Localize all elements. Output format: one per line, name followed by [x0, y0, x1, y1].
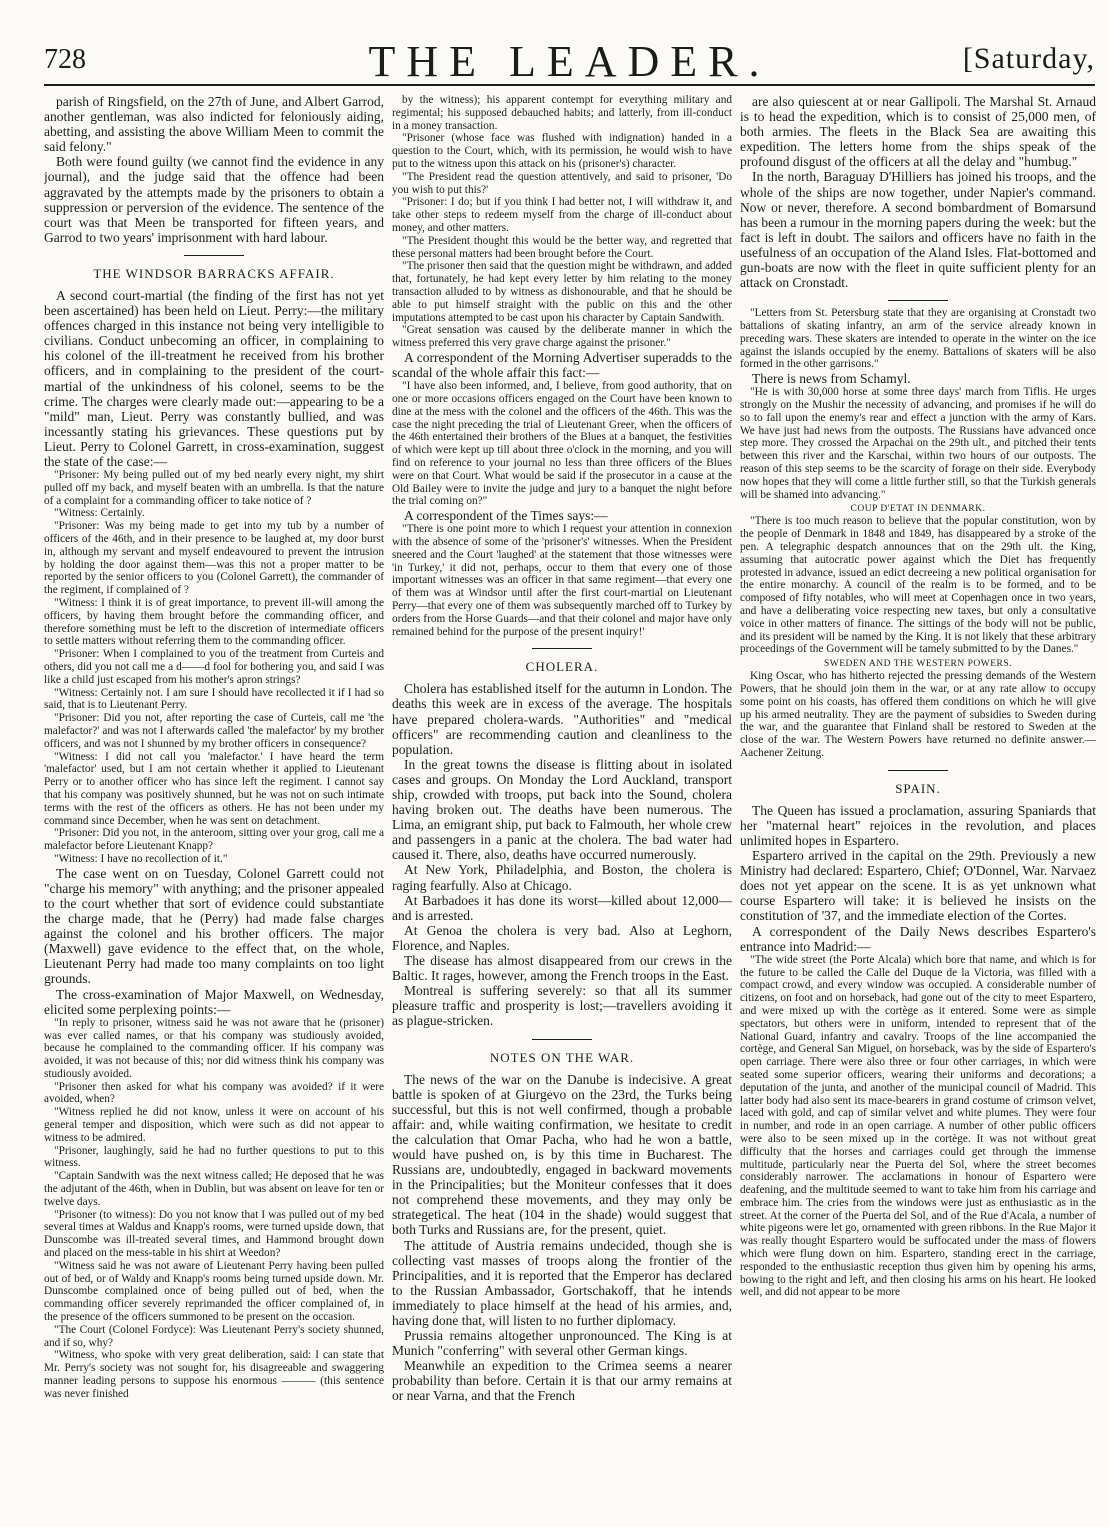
page-header — [44, 14, 1095, 86]
quoted-passage: "There is one point more to which I request your attention in connexion with the absence of some of the 'prisoner's' witnesses. When the President sneered and the Court 'laughed' at the statement that those witnesses were 'in Turkey,' it did not, perhaps, occur to them that every one of those important witnesses was an officer in that same regiment—that every one of them was at Windsor until after the first court-martial on Lieutenant Perry—that every one of them was subsequently marched off to Turkey by orders from the Horse Guards—and that their colonel and major have only remained behind for the purpose of the present inquiry!' — [392, 523, 732, 638]
paragraph: There is news from Schamyl. — [752, 371, 911, 387]
testimony-line: "Prisoner: Did you not, in the anteroom, sitting over your grog, call me a malefactor before Lieutenant Knapp? — [44, 827, 384, 853]
paragraph: The news of the war on the Danube is indecisive. A great battle is spoken of at Giurgevo on the 23rd, the Turks being successful, but this is not well confirmed, though a probable affair: and, while waiting confirmation, we hesitate to credit the calculation that Omar Pacha, who had he won a battle, would have pushed on, is by this time in Bucharest. The Russians are, undoubtedly, engaged in backward movements in the Principalities; but the Moniteur confesses that it does not comprehend these movements, and they may only be strategetical. The heat (104 in the shade) would suggest that both Turks and Russians are, for the present, quiet. — [392, 1071, 732, 1238]
page-number: 728 — [44, 44, 86, 75]
subheading-coup-detat: COUP D'ETAT IN DENMARK. — [850, 504, 986, 515]
quoted-passage: "He is with 30,000 horse at some three days' march from Tiflis. He urges strongly on the Mushir the necessity of advancing, and promises if he will do so to fall upon the enemy's rear and effect a junction with the army of Kars. We have just had news from the outposts. The Russians have advanced once step more. They crossed the Arpachai on the 29th ult., and pitched their tents between this river and the Karschai, within two hours of our outposts. The reason of this step seems to be the scarcity of forage on their side. Everybody now hopes that they will come a little further still, so that the Turkish generals will be shamed into advancing." — [740, 386, 1096, 501]
testimony-line: "Captain Sandwith was the next witness called; He deposed that he was the adjutant of the 46th, when in Dublin, but was absent on leave for ten or twelve days. — [44, 1170, 384, 1208]
testimony-line: "Prisoner: When I complained to you of the treatment from Curteis and others, did you not call me a d——d fool for bothering you, and said I was like a child just escaped from his mother's apron strings? — [44, 648, 384, 686]
column-2 — [392, 94, 732, 1524]
paragraph: At New York, Philadelphia, and Boston, the cholera is raging fearfully. Also at Chicago. — [392, 862, 732, 893]
paragraph: The cross-examination of Major Maxwell, on Wednesday, elicited some perplexing points:— — [44, 986, 384, 1017]
testimony-line: "The President thought this would be the better way, and regretted that these personal matters had been brought before the Court. — [392, 234, 732, 260]
quoted-passage: King Oscar, who has hitherto rejected the pressing demands of the Western Powers, that he should join them in the war, or at any rate allow to occupy some point on his coasts, has offered them conditions on which he will give up his armed neutrality. They are the payment of subsidies to Sweden during the war, and the guarantee that Finland shall be restored to Sweden at the close of the war. The Western Powers have returned no definite answer.—Aachener Zeitung. — [740, 670, 1096, 760]
testimony-line: "Prisoner: I do; but if you think I had better not, I will withdraw it, and take other steps to redeem myself from the charge of ill-conduct about money, and other matters. — [392, 196, 732, 234]
paragraph: are also quiescent at or near Gallipoli. The Marshal St. Arnaud is to head the expedition, which is to consist of 25,000 men, of both armies. The fleets in the Black Sea are awaiting this expedition. The letters home from the ships speak of the profound disgust of the officers at all the delay and "humbug." — [740, 94, 1096, 170]
paragraph: A correspondent of the Times says:— — [404, 508, 608, 524]
testimony-line: "Great sensation was caused by the deliberate manner in which the witness preferred this very grave charge against the prisoner." — [392, 324, 732, 350]
paragraph: The case went on on Tuesday, Colonel Garrett could not "charge his memory" with anything; and the prisoner appealed to the court whether that sort of evidence could substantiate the charge made, that he (Perry) had made false charges against the colonel and his brother officers. The major (Maxwell) gave evidence to the effect that, on the whole, Lieutenant Perry had made too many complaints on too light grounds. — [44, 865, 384, 987]
testimony-line: "Prisoner (whose face was flushed with indignation) handed in a question to the Court, which, with its permission, he would wish to have put to the witness upon this attack on his (prisoner's) character. — [392, 132, 732, 170]
section-divider — [532, 1039, 592, 1040]
paragraph: Montreal is suffering severely: so that all its summer pleasure traffic and prosperity is lost;—travellers avoiding it as plague-stricken. — [392, 983, 732, 1029]
paragraph: In the north, Baraguay D'Hilliers has joined his troops, and the whole of the ships are now together, under Napier's command. Now or never, therefore. A second bombardment of Bomarsund has been a rumour in the morning papers during the week: but the fact is left in doubt. The sailors and officers have no faith in the usefulness of an occupation of the Aland Isles. Flat-bottomed and gun-boats are now with the fleet in quite sufficient plenty for an attack on Cronstadt. — [740, 169, 1096, 291]
paragraph: A correspondent of the Daily News describes Espartero's entrance into Madrid:— — [740, 923, 1096, 954]
section-divider — [888, 300, 948, 301]
quoted-passage: "There is too much reason to believe that the popular constitution, won by the people of Denmark in 1848 and 1849, has disappeared by a stroke of the pen. A telegraphic despatch announces that on the 29th ult. the King, assuming that autocratic power against which the Diet has frequently protested in advance, issued an edict decreeing a new political organisation for the entire monarchy. A council of the realm is to be formed, and to be composed of fifty notables, who will meet at Copenhagen once in two years, and have a deliberating voice respecting new taxes, but only a consultative voice in other matters of finance. The sittings of the body will not be public, and its president will be named by the King. It is not likely that these arbitrary proceedings of the Government will be tamely submitted to by the Danes." — [740, 515, 1096, 656]
paragraph: The disease has almost disappeared from our crews in the Baltic. It rages, however, among the French troops in the East. — [392, 953, 732, 984]
paragraph: The attitude of Austria remains undecided, though she is collecting vast masses of troops along the frontier of the Principalities, and it is reported that the Emperor has declared to the Russian Ambassador, Gortschakoff, that he intends immediately to place himself at the head of his armies, and, having done that, will listen to no further diplomacy. — [392, 1237, 732, 1329]
heading-notes-on-war: NOTES ON THE WAR. — [489, 1049, 635, 1065]
paragraph: A second court-martial (the finding of the first has not yet been ascertained) has been held on Lieut. Perry:—the military offences charged in this instance not being very intelligible to civilians. Conduct unbecoming an officer, in complaining to his colonel of the ill-treatment he received from his brother officers, and in complaining to the president of the court-martial of the unkindness of his colonel, seems to be the crime. The charges were clearly made out:—appearing to be a "mild" man, Lieut. Perry was constantly bullied, and was incessantly stating his grievances. These questions put by Lieut. Perry to Colonel Garrett, in cross-examination, suggest the state of the case:— — [44, 287, 384, 469]
testimony-line: "Witness: I think it is of great importance, to prevent ill-will among the officers, by having them brought before the commanding officer, and therefore something must be left to the discretion of intermediate officers to settle matters without referring them to the commanding officer. — [44, 597, 384, 648]
quoted-passage: "Letters from St. Petersburg state that they are organising at Cronstadt two battalions of skating infantry, an arm of the service already known in preceding wars. These skaters are intended to operate in the winter on the ice against the islands occupied by the enemy. Battalions of skaters will be also formed in the other garrisons." — [740, 307, 1096, 371]
testimony-line: "The prisoner then said that the question might be withdrawn, and added that, fortunately, he had kept every letter by him relating to the money transaction alluded to by witness as dishonourable, and that he should be able to put himself straight with the public on this and the other imputations attempted to be cast upon his character by Captain Sandwith. — [392, 260, 732, 324]
paragraph: At Genoa the cholera is very bad. Also at Leghorn, Florence, and Naples. — [392, 922, 732, 953]
testimony-line: "Prisoner: My being pulled out of my bed nearly every night, my shirt pulled off my back, and myself beaten with an umbrella. Is that the nature of a complaint for a commanding officer to take notice of ? — [44, 469, 384, 507]
testimony-line: "Witness: I did not call you 'malefactor.' I have heard the term 'malefactor' used, but I am not certain whether it applied to Lieutenant Perry or to another officer who has since left the regiment. I cannot say that his company was positively shunned, but he was not on such intimate terms with the rest of the officers as others. He has not been under my command since December, when he was sent on detachment. — [44, 750, 384, 827]
heading-cholera: CHOLERA. — [525, 659, 599, 675]
heading-spain: SPAIN. — [895, 780, 941, 796]
testimony-line: "The President read the question attentively, and said to prisoner, 'Do you wish to put this?' — [392, 170, 732, 196]
testimony-line: "In reply to prisoner, witness said he was not aware that he (prisoner) was ever called names, or that his company was studiously avoided, because he complained to the commanding officer. If his company was avoided, it was not because of this; nor did witness think his company was studiously avoided. — [44, 1016, 384, 1080]
paragraph: A correspondent of the Morning Advertiser superadds to the scandal of the whole affair this fact:— — [392, 349, 732, 381]
paragraph: The Queen has issued a proclamation, assuring Spaniards that her "maternal heart" rejoices in the revolution, and places unlimited hopes in Espartero. — [740, 802, 1096, 848]
testimony-line: "Witness replied he did not know, unless it were on account of his general temper and disposition, which were such as did not appear to witness to be admired. — [44, 1106, 384, 1144]
testimony-line: "Prisoner then asked for what his company was avoided? if it were avoided, when? — [44, 1080, 384, 1106]
testimony-line: "Witness: I have no recollection of it." — [54, 852, 228, 865]
testimony-line: "Witness, who spoke with very great deliberation, said: I can state that Mr. Perry's society was not sought for, his disagreeable and swaggering manner leading persons to suppose his enormous ——— (this sentence was never finished — [44, 1349, 384, 1400]
paragraph: Espartero arrived in the capital on the 29th. Previously a new Ministry had declared: Espartero, Chief; O'Donnel, War. Narvaez does not yet appear on the scene. It is as yet unknown what course Espartero will take: it is believed he insists on the constitution of '37, and the immediate election of the Cortes. — [740, 848, 1096, 924]
testimony-line: by the witness); his apparent contempt for everything military and regimental; his supposed debauched habits; and latterly, from ill-conduct in a money transaction. — [392, 94, 732, 132]
issue-day: [Saturday, — [962, 42, 1095, 75]
paragraph: Both were found guilty (we cannot find the evidence in any journal), and the judge said that the offence had been aggravated by the attempts made by the prisoners to obtain a suppression or perversion of the evidence. The sentence of the court was that Meen be transported for fifteen years, and Garrod to two years' imprisonment with hard labour. — [44, 154, 384, 245]
testimony-line: "Witness: Certainly not. I am sure I should have recollected it if I had so said, that is to Lieutenant Perry. — [44, 686, 384, 712]
heading-windsor: THE WINDSOR BARRACKS AFFAIR. — [93, 265, 335, 281]
column-1 — [44, 94, 384, 1524]
section-divider — [532, 648, 592, 649]
testimony-line: "Prisoner (to witness): Do you not know that I was pulled out of my bed several times at Waldus and Knapp's rooms, were turned upside down, that Dunscombe was ill-treated several times, and Hammond brought down and placed on the mess-table in his shirt at Weedon? — [44, 1208, 384, 1260]
masthead-title: THE LEADER. — [368, 37, 771, 86]
column-3 — [740, 94, 1096, 1524]
paragraph: parish of Ringsfield, on the 27th of June, and Albert Garrod, another gentleman, was also indicted for feloniously aiding, abetting, and assisting the above William Meen to commit the said felony." — [44, 94, 384, 155]
testimony-line: "Witness said he was not aware of Lieutenant Perry having been pulled out of bed, or of Waldy and Knapp's rooms being turned upside down. Mr. Dunscombe complained once of being pulled out of bed, when the commanding officer severely reprimanded the officer complained of, in the presence of the officers summoned to be present on the occasion. — [44, 1259, 384, 1324]
paragraph: Meanwhile an expedition to the Crimea seems a nearer probability than before. Certain it is that our army remains at or near Varna, and that the French — [392, 1358, 732, 1404]
quoted-passage: "I have also been informed, and, I believe, from good authority, that on one or more occasions officers engaged on the Court have been known to dine at the mess with the colonel and the officers of the 46th. This was the case the night preceding the trial of Lieutenant Greer, when the officers of the 46th entertained their brothers of the Blues at a banquet, the festivities of which were kept up till about three o'clock in the morning, and you will find on reference to your journal no less than three officers of the Blues were on that Court. What would be said if the prosecutor in a cause at the Old Bailey were to invite the judge and jury to a banquet the night before the trial coming on?" — [392, 380, 732, 508]
paragraph: Cholera has established itself for the autumn in London. The deaths this week are in excess of the average. The hospitals have prepared cholera-wards. "Authorities" and "medical officers" are recommending caution and cleanliness to the population. — [392, 681, 732, 757]
section-divider — [184, 255, 244, 256]
testimony-line: "Prisoner: Did you not, after reporting the case of Curteis, call me 'the malefactor?' and was not I afterwards called 'the malefactor' by my brother officers, and was not I shunned by my brother officers in consequence? — [44, 712, 384, 750]
testimony-line: "Prisoner: Was my being made to get into my tub by a number of officers of the 46th, and in their presence to be laughed at, my door burst in, although my servant and myself endeavoured to prevent the intrusion by holding the door against them—was this not a proper matter to be reported by the senior officers to you (Colonel Garrett), the commander of the regiment, if complained of ? — [44, 520, 384, 597]
quoted-passage: "The wide street (the Porte Alcala) which bore that name, and which is for the future to be called the Calle del Duque de la Victoria, was filled with a compact crowd, and every window was occupied. A considerable number of citizens, on foot and on horseback, had gone out of the city to meet Espartero, and were mixed up with the cortège as it entered. Some were as simple spectators, but others were in uniform, intended to represent that of the National Guard, infantry and cavalry. Troops of the line accompanied the cortège, and General San Miguel, on horseback, was by the side of Espartero's open carriage. There were also three or four other carriages, in which were seated some superior officers, wearing their uniforms and decorations; a deputation of the junta, and another of the municipal council of Madrid. This latter body had also sent its mace-bearers in grand costume of crimson velvet, laced with gold, and cap of similar velvet and white plumes. They were four in number, and rode in an open carriage. A number of other public officers were also to be seen mixed up in the cortège. It was not without great difficulty that the horses and carriages could get through the immense multitude, particularly near the Puerta del Sol, where the street becomes considerably narrower. The acclamations in honour of Espartero were deafening, and the multitude seemed to want to take him from his carriage and embrace him. The cries from the windows were just as enthusiastic as in the street. At the corner of the Puerta del Sol, and of the Rue d'Acala, a number of white pigeons were let go, ornamented with green ribbons. In the Rue Major it was really thought Espartero would be suffocated under the mass of flowers which were flung down on him. Espartero, standing erect in the carriage, responded to the enthusiastic reception thus given him by opening his arms, bowing to the right and left, and then closing his arms on his heart. He looked well, and did not appear to be more — [740, 953, 1096, 1299]
section-divider — [888, 770, 948, 771]
paragraph: Prussia remains altogether unpronounced. The King is at Munich "conferring" with several other German kings. — [392, 1328, 732, 1359]
paragraph: In the great towns the disease is flitting about in isolated cases and groups. On Monday the Lord Auckland, transport ship, crowded with troops, put back into the Sound, cholera having broken out. The deaths have been numerous. The Lima, an emigrant ship, put back to Falmouth, her whole crew and passengers in a panic at the cholera. The bad water had caused it. There, also, deaths have occurred numerously. — [392, 756, 732, 863]
paragraph: At Barbadoes it has done its worst—killed about 12,000—and is arrested. — [392, 892, 732, 923]
testimony-line: "Witness: Certainly. — [54, 507, 145, 520]
subheading-sweden: SWEDEN AND THE WESTERN POWERS. — [823, 659, 1013, 670]
testimony-line: "Prisoner, laughingly, said he had no further questions to put to this witness. — [44, 1144, 384, 1170]
testimony-line: "The Court (Colonel Fordyce): Was Lieutenant Perry's society shunned, and if so, why? — [44, 1323, 384, 1349]
